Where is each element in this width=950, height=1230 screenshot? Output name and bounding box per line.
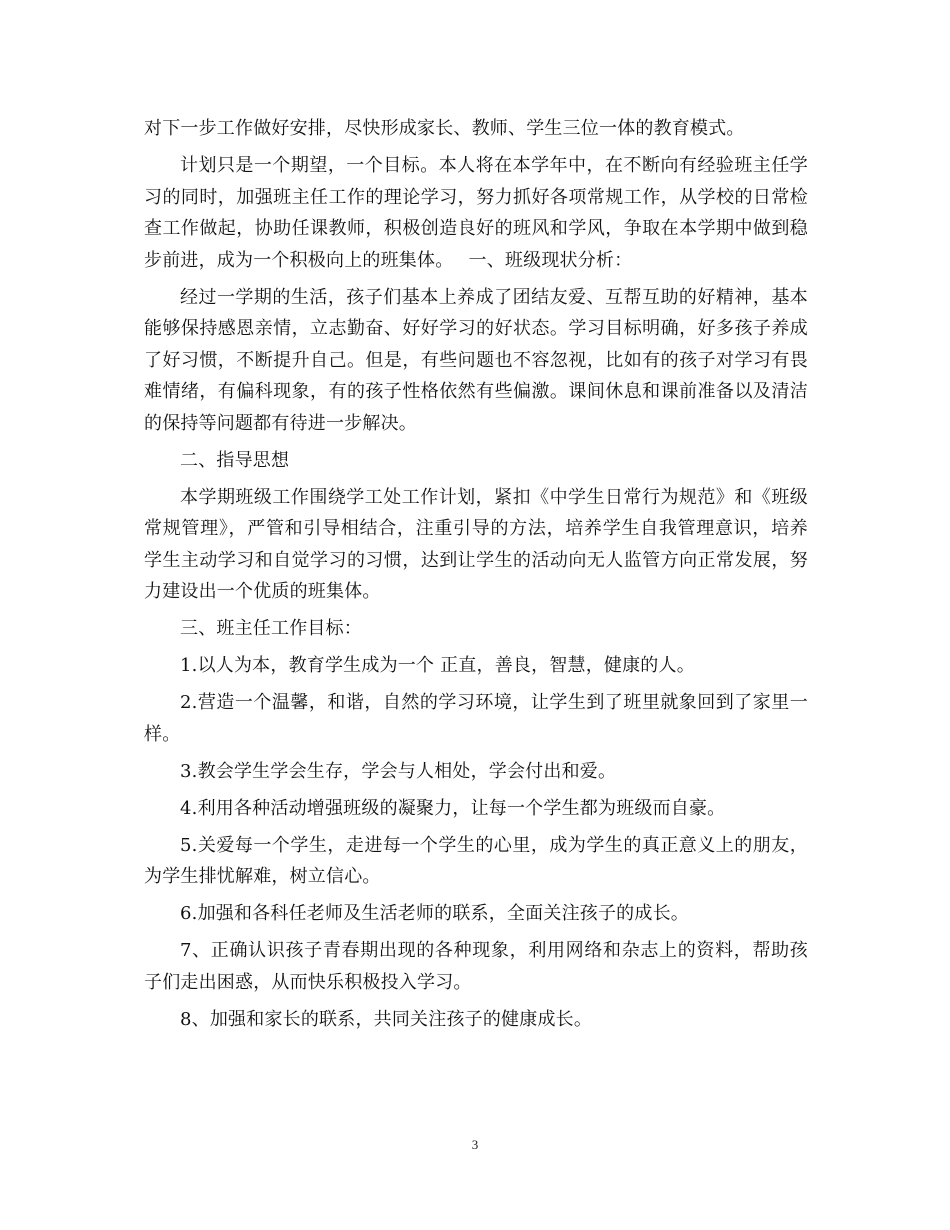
goal-item-5: 5.关爱每一个学生，走进每一个学生的心里，成为学生的真正意义上的朋友，为学生排忧解难，树立信心。 bbox=[144, 834, 808, 887]
goal-item-8: 8、加强和家长的联系，共同关注孩子的健康成长。 bbox=[180, 1008, 593, 1030]
paragraph-continuation: 对下一步工作做好安排，尽快形成家长、教师、学生三位一体的教育模式。 bbox=[144, 118, 745, 139]
section-heading-work-goals: 三、班主任工作目标： bbox=[180, 618, 362, 639]
goal-item-3: 3.教会学生学会生存，学会与人相处，学会付出和爱。 bbox=[180, 760, 617, 782]
goal-item-1: 1.以人为本，教育学生成为一个 正直，善良，智慧，健康的人。 bbox=[180, 655, 695, 676]
goal-item-7: 7、正确认识孩子青春期出现的各种现象，利用网络和杂志上的资料，帮助孩子们走出困惑，从而快乐积极投入学习。 bbox=[144, 940, 808, 993]
goal-item-2: 2.营造一个温馨，和谐，自然的学习环境，让学生到了班里就象回到了家里一样。 bbox=[144, 692, 808, 745]
paragraph-guiding-ideas: 本学期班级工作围绕学工处工作计划，紧扣《中学生日常行为规范》和《班级常规管理》，严管和引导相结合，注重引导的方法，培养学生自我管理意识，培养学生主动学习和自觉学习的习惯，达到让学生的活动向无人监管方向正常发展，努力建设出一个优质的班集体。 bbox=[144, 486, 808, 602]
page-number: 3 bbox=[471, 1137, 479, 1152]
goal-item-4: 4.利用各种活动增强班级的凝聚力，让每一个学生都为班级而自豪。 bbox=[180, 797, 726, 819]
section-heading-guiding-ideas: 二、指导思想 bbox=[180, 449, 290, 471]
document-body bbox=[144, 113, 808, 1041]
goal-item-6: 6.加强和各科任老师及生活老师的联系，全面关注孩子的成长。 bbox=[180, 903, 689, 924]
paragraph-plan-intro: 计划只是一个期望，一个目标。本人将在本学年中，在不断向有经验班主任学习的同时，加强班主任工作的理论学习，努力抓好各项常规工作，从学校的日常检查工作做起，协助任课教师，积极创造良好的班风和学风，争取在本学期中做到稳步前进，成为一个积极向上的班集体。 一、班级现状分析： bbox=[144, 155, 808, 271]
paragraph-class-status: 经过一学期的生活，孩子们基本上养成了团结友爱、互帮互助的好精神，基本能够保持感恩亲情，立志勤奋、好好学习的好状态。学习目标明确，好多孩子养成了好习惯，不断提升自己。但是，有些问题也不容忽视，比如有的孩子对学习有畏难情绪，有偏科现象，有的孩子性格依然有些偏激。课间休息和课前准备以及清洁的保持等问题都有待进一步解决。 bbox=[144, 286, 808, 434]
